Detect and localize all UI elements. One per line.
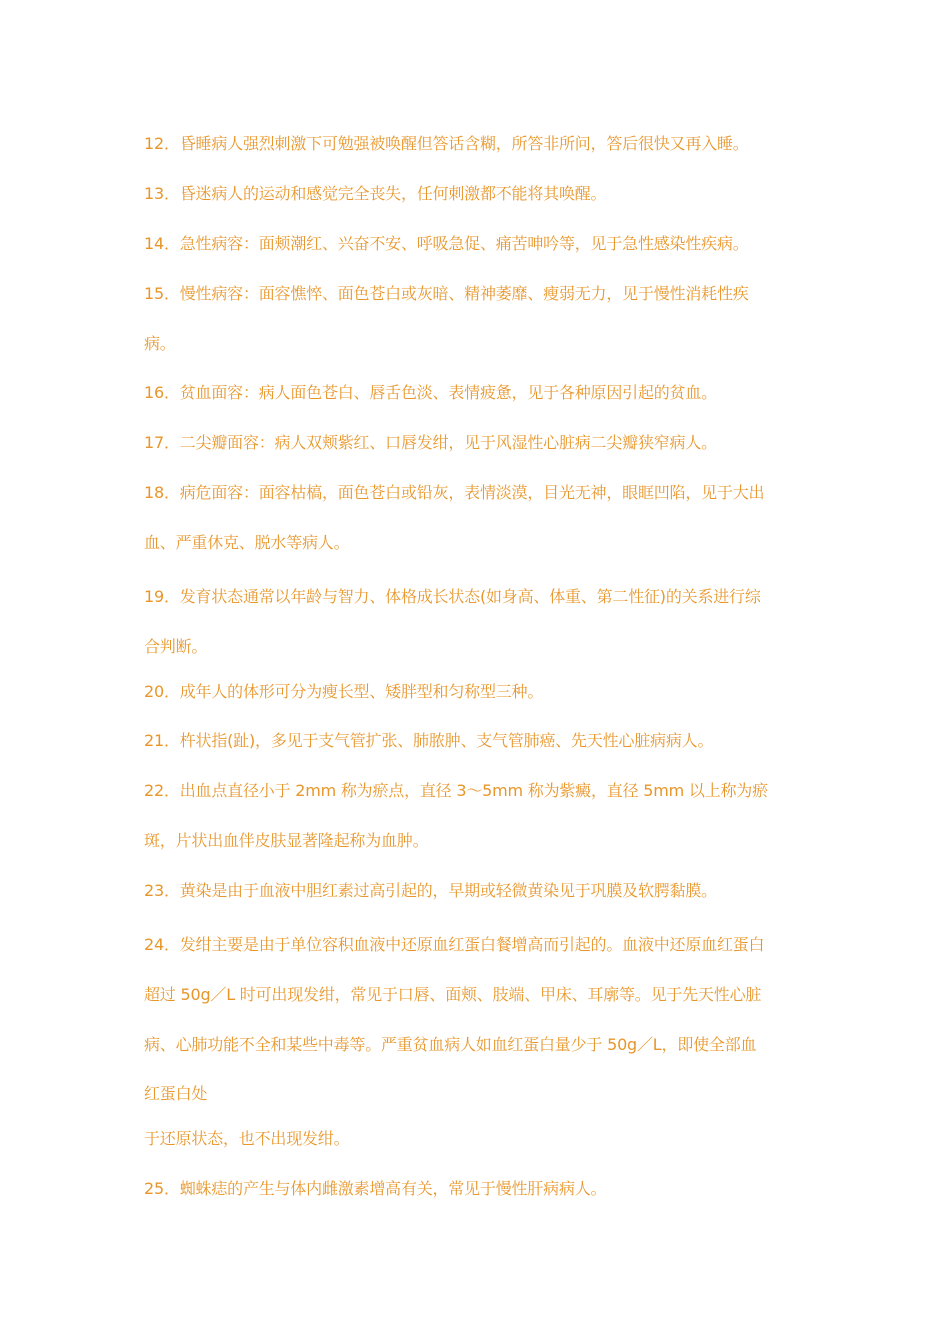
text-line-item-24: 24．发绀主要是由于单位容积血液中还原血红蛋白餐增高而引起的。血液中还原血红蛋白 [144, 935, 765, 954]
text-line-item-18: 18．病危面容：面容枯槁，面色苍白或铅灰，表情淡漠，目光无神，眼眶凹陷，见于大出 [144, 483, 765, 502]
text-line-item-15-cont: 病。 [144, 334, 176, 353]
text-line-item-25: 25．蜘蛛痣的产生与体内雌激素增高有关，常见于慢性肝病病人。 [144, 1179, 607, 1198]
text-line-item-19: 19．发育状态通常以年龄与智力、体格成长状态(如身高、体重、第二性征)的关系进行综 [144, 587, 761, 606]
text-line-item-18-cont: 血、严重休克、脱水等病人。 [144, 533, 350, 552]
text-line-item-22: 22．出血点直径小于 2mm 称为瘀点，直径 3～5mm 称为紫癜，直径 5mm 以上称为瘀 [144, 781, 768, 800]
text-line-item-14: 14．急性病容：面颊潮红、兴奋不安、呼吸急促、痛苦呻吟等，见于急性感染性疾病。 [144, 234, 749, 253]
text-line-item-24-cont-1: 超过 50g／L 时可出现发绀，常见于口唇、面颊、肢端、甲床、耳廓等。见于先天性心脏 [144, 985, 762, 1004]
text-line-item-24-cont-3: 红蛋白处 [144, 1084, 208, 1103]
text-line-item-20: 20．成年人的体形可分为瘦长型、矮胖型和匀称型三种。 [144, 682, 544, 701]
text-line-item-12: 12．昏睡病人强烈刺激下可勉强被唤醒但答话含糊，所答非所问，答后很快又再入睡。 [144, 134, 749, 153]
text-line-item-13: 13．昏迷病人的运动和感觉完全丧失，任何刺激都不能将其唤醒。 [144, 184, 607, 203]
text-line-item-23: 23．黄染是由于血液中胆红素过高引起的，早期或轻微黄染见于巩膜及软腭黏膜。 [144, 881, 717, 900]
text-line-item-15: 15．慢性病容：面容憔悴、面色苍白或灰暗、精神萎靡、瘦弱无力，见于慢性消耗性疾 [144, 284, 749, 303]
text-line-item-22-cont: 斑，片状出血伴皮肤显著隆起称为血肿。 [144, 831, 429, 850]
text-line-item-21: 21．杵状指(趾)，多见于支气管扩张、肺脓肿、支气管肺癌、先天性心脏病病人。 [144, 731, 714, 750]
text-line-item-17: 17．二尖瓣面容：病人双颊紫红、口唇发绀，见于风湿性心脏病二尖瓣狭窄病人。 [144, 433, 717, 452]
text-line-item-24-cont-4: 于还原状态，也不出现发绀。 [144, 1129, 350, 1148]
text-line-item-24-cont-2: 病、心肺功能不全和某些中毒等。严重贫血病人如血红蛋白量少于 50g／L，即使全部血 [144, 1035, 757, 1054]
text-line-item-16: 16．贫血面容：病人面色苍白、唇舌色淡、表情疲惫，见于各种原因引起的贫血。 [144, 383, 717, 402]
text-line-item-19-cont: 合判断。 [144, 637, 208, 656]
